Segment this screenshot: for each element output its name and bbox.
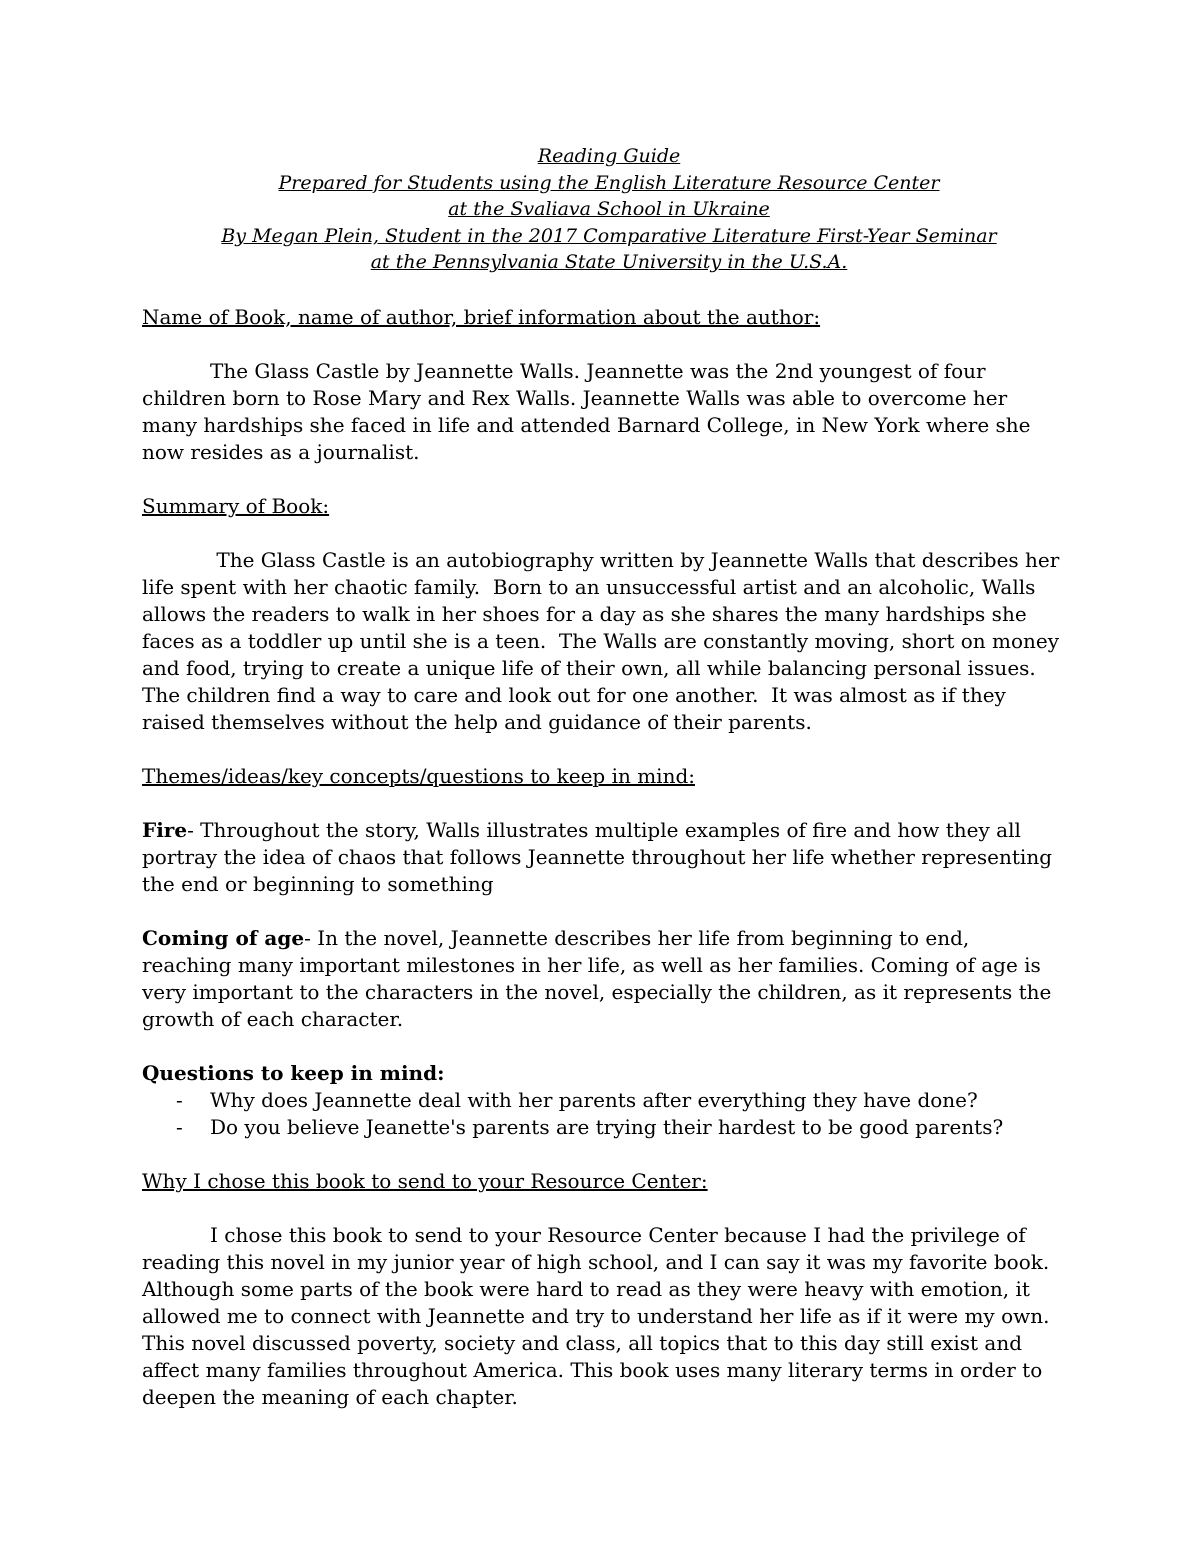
list-item [142, 1087, 1062, 1114]
header-author: By Megan Plein, Student in the 2017 Comparative Literature First-Year Seminar [221, 224, 997, 247]
questions-list [142, 1087, 1062, 1141]
document-header [156, 143, 1062, 276]
questions-heading: Questions to keep in mind: [142, 1060, 445, 1085]
fire-text: - Throughout the story, Walls illustrates multiple examples of fire and how they all portray the idea of chaos that follows Jeannette throughout her life whether representing the end or beginning to something [142, 817, 1052, 896]
summary-paragraph: The Glass Castle is an autobiography written by Jeannette Walls that describes her life spent with her chaotic family. Born to an unsuccessful artist and an alcoholic, Walls allows the readers to walk in her shoes for a day as she shares the many hardships she faces as a toddler up until she is a teen. The Walls are constantly moving, short on money and food, trying to create a unique life of their own, all while balancing personal issues. The children find a way to care and look out for one another. It was almost as if they raised themselves without the help and guidance of their parents. [142, 547, 1066, 734]
header-title: Reading Guide [537, 145, 681, 167]
question-text: Do you believe Jeanette's parents are trying their hardest to be good parents? [210, 1114, 1004, 1139]
fire-theme [142, 817, 1062, 898]
themes-heading: Themes/ideas/key concepts/questions to keep in mind: [142, 763, 695, 788]
header-school: at the Svaliava School in Ukraine [448, 198, 770, 221]
summary-heading: Summary of Book: [142, 493, 330, 518]
coming-of-age-label: Coming of age [142, 925, 305, 950]
list-bullet: - [176, 1087, 183, 1112]
header-subtitle: Prepared for Students using the English Literature Resource Center [278, 171, 940, 194]
author-heading: Name of Book, name of author, brief information about the author: [142, 304, 821, 329]
document-page [142, 143, 1066, 1411]
author-paragraph: The Glass Castle by Jeannette Walls. Jeannette was the 2nd youngest of four children born to Rose Mary and Rex Walls. Jeannette Walls was able to overcome her many hardships she faced in life and attended Barnard College, in New York where she now resides as a journalist. [142, 358, 1031, 464]
list-bullet: - [176, 1114, 183, 1139]
why-heading: Why I chose this book to send to your Resource Center: [142, 1168, 708, 1193]
header-university: at the Pennsylvania State University in the U.S.A. [370, 251, 848, 274]
list-item [142, 1114, 1062, 1141]
coming-of-age-theme [142, 925, 1062, 1033]
why-paragraph: I chose this book to send to your Resource Center because I had the privilege of reading this novel in my junior year of high school, and I can say it was my favorite book. Although some parts of the book were hard to read as they were heavy with emotion, it allowed me to connect with Jeannette and try to understand her life as if it were my own. This novel discussed poverty, society and class, all topics that to this day still exist and affect many families throughout America. This book uses many literary terms in order to deepen the meaning of each chapter. [142, 1222, 1050, 1409]
question-text: Why does Jeannette deal with her parents after everything they have done? [210, 1087, 978, 1112]
fire-label: Fire [142, 817, 188, 842]
coming-of-age-text: - In the novel, Jeannette describes her life from beginning to end, reaching many important milestones in her life, as well as her families. Coming of age is very important to the characters in the novel, especially the children, as it represents the growth of each character. [142, 925, 1052, 1031]
